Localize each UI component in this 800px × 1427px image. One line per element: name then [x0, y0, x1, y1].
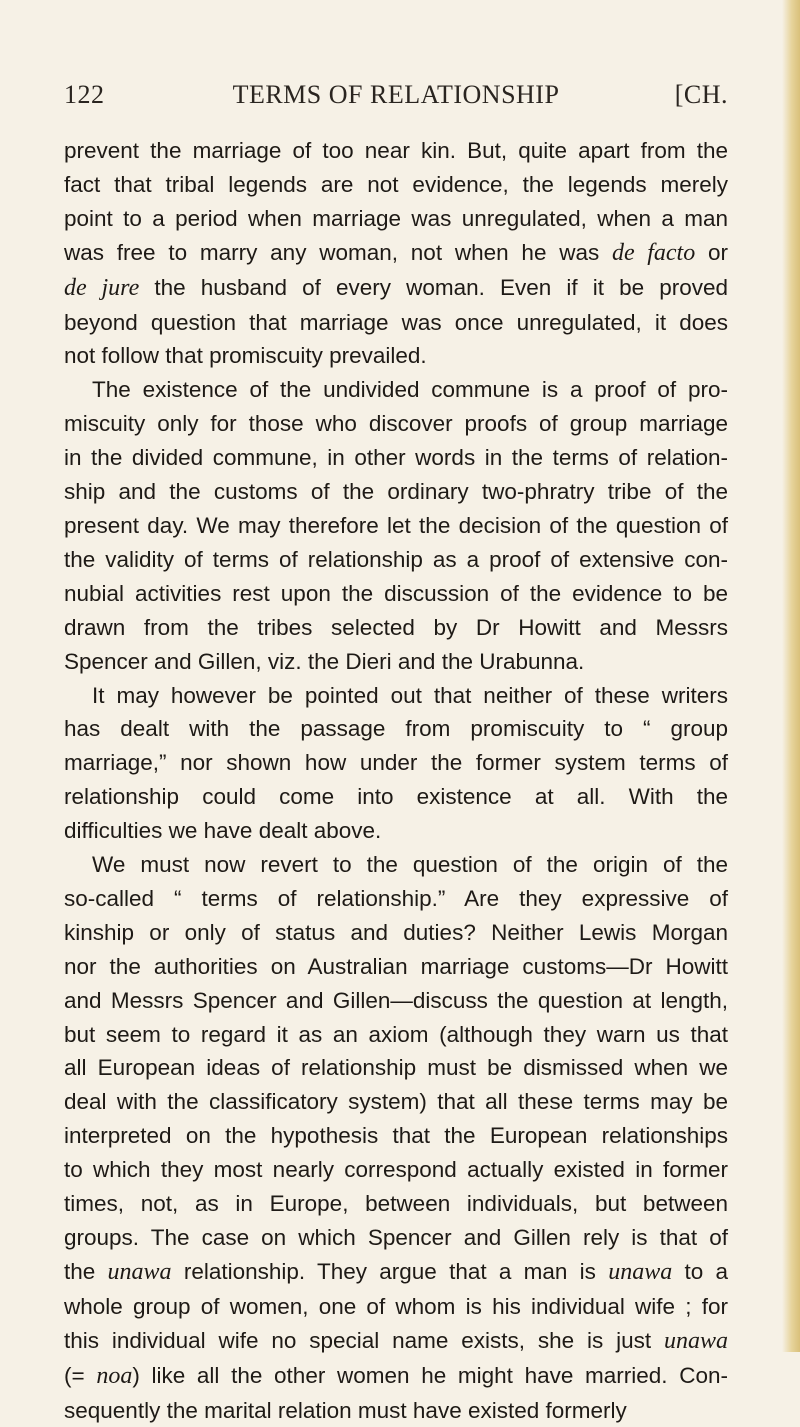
text-line: beyond question that marriage was once unregulated, it does	[64, 309, 728, 335]
italic-term: unawa	[608, 1258, 673, 1285]
text-line: point to a period when marriage was unregulated, when a man	[64, 205, 728, 231]
text-line: (= noa) like all the other women he might have married. Con-	[64, 1362, 728, 1389]
text-line: The existence of the undivided commune is a proof of pro-	[92, 377, 728, 403]
text-line: the unawa relationship. They argue that a man is unawa to a	[64, 1258, 729, 1285]
text-line: has dealt with the passage from promiscuity to “ group	[64, 716, 728, 742]
text-line: present day. We may therefore let the decision of the question of	[64, 512, 728, 538]
text-line: miscuity only for those who discover proofs of group marriage	[64, 411, 728, 437]
text-line: so-called “ terms of relationship.” Are they expressive of	[64, 885, 728, 911]
italic-term: unawa	[107, 1258, 172, 1285]
text-line: all European ideas of relationship must be dismissed when we	[64, 1055, 728, 1081]
page-number: 122	[64, 80, 105, 109]
text-line: this individual wife no special name exists, she is just unawa	[64, 1327, 728, 1354]
text-line: fact that tribal legends are not evidence, the legends merely	[64, 171, 728, 197]
text-line: ship and the customs of the ordinary two-phratry tribe of the	[64, 479, 728, 505]
italic-term: de jure	[64, 274, 140, 301]
text-line: was free to marry any woman, not when he was de facto or	[64, 239, 728, 266]
text-line: and Messrs Spencer and Gillen—discuss the question at length,	[64, 987, 728, 1013]
chapter-marker: [CH.	[674, 80, 728, 109]
text-line: We must now revert to the question of the origin of the	[92, 852, 728, 878]
text-line: in the divided commune, in other words in the terms of relation-	[64, 445, 728, 471]
running-title: TERMS OF RELATIONSHIP	[232, 80, 560, 109]
text-line: the validity of terms of relationship as a proof of extensive con-	[64, 546, 728, 572]
text-line: kinship or only of status and duties? Neither Lewis Morgan	[64, 919, 728, 945]
text-line: times, not, as in Europe, between individuals, but between	[64, 1191, 728, 1217]
running-header	[64, 80, 728, 120]
text-line: marriage,” nor shown how under the former system terms of	[64, 750, 728, 776]
page-edge-tint	[782, 0, 800, 1352]
italic-term: noa	[96, 1362, 133, 1389]
text-line: whole group of women, one of whom is his individual wife ; for	[64, 1293, 728, 1319]
italic-term: de facto	[612, 239, 696, 266]
text-line: drawn from the tribes selected by Dr Howitt and Messrs	[64, 614, 728, 640]
text-line: nubial activities rest upon the discussion of the evidence to be	[64, 580, 728, 606]
text-line: nor the authorities on Australian marriage customs—Dr Howitt	[64, 953, 728, 979]
text-line: not follow that promiscuity prevailed.	[64, 343, 427, 369]
text-line: sequently the marital relation must have existed formerly	[64, 1397, 627, 1423]
text-line: to which they most nearly correspond actually existed in former	[64, 1157, 728, 1183]
text-line: difficulties we have dealt above.	[64, 818, 382, 844]
text-line: Spencer and Gillen, viz. the Dieri and the Urabunna.	[64, 648, 585, 674]
text-line: but seem to regard it as an axiom (although they warn us that	[64, 1021, 728, 1047]
text-line: groups. The case on which Spencer and Gillen rely is that of	[64, 1225, 728, 1250]
text-line: de jure the husband of every woman. Even if it be proved	[64, 274, 728, 301]
text-line: It may however be pointed out that neither of these writers	[92, 682, 728, 708]
text-line: relationship could come into existence at all. With the	[64, 784, 728, 810]
text-line: prevent the marriage of too near kin. But, quite apart from the	[64, 138, 728, 163]
italic-term: unawa	[663, 1327, 728, 1354]
text-line: deal with the classificatory system) that all these terms may be	[64, 1089, 728, 1115]
body-text	[64, 134, 728, 1427]
text-line: interpreted on the hypothesis that the European relationships	[64, 1123, 728, 1149]
